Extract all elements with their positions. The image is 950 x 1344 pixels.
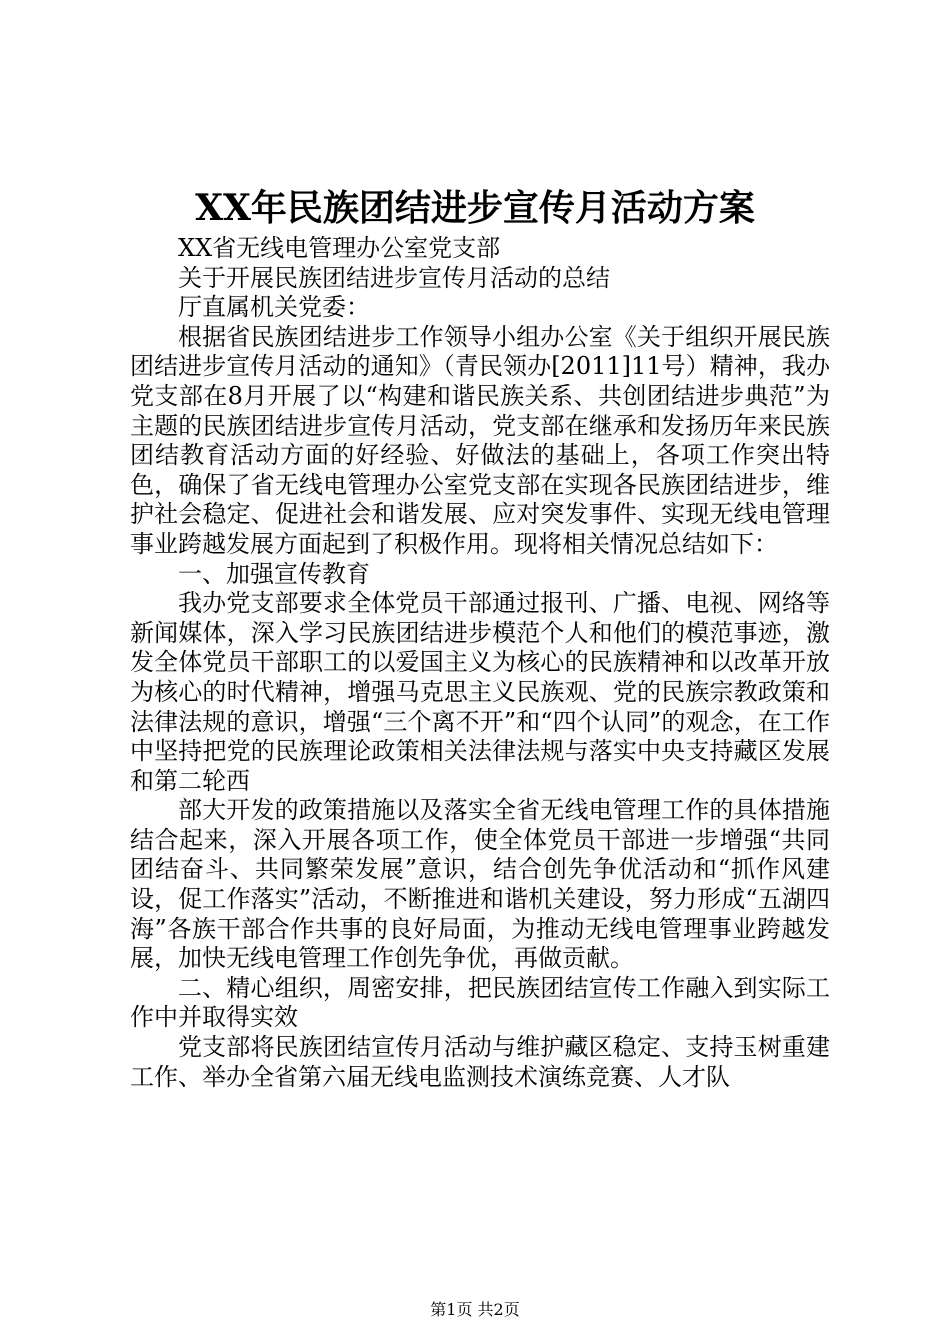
paragraph: 我办党支部要求全体党员干部通过报刊、广播、电视、网络等新闻媒体，深入学习民族团结进步模范个人和他们的模范事迹，激发全体党员干部职工的以爱国主义为核心的民族精神和以改革开放为核心的时代精神，增强马克思主义民族观、党的民族宗教政策和法律法规的意识，增强“三个离不开”和“四个认同”的观念，在工作中坚持把党的民族理论政策相关法律法规与落实中央支持藏区发展和第二轮西 bbox=[130, 589, 830, 795]
section-heading: 二、精心组织，周密安排，把民族团结宣传工作融入到实际工作中并取得实效 bbox=[130, 973, 830, 1032]
section-heading: 一、加强宣传教育 bbox=[178, 559, 370, 588]
paragraph: 关于开展民族团结进步宣传月活动的总结 bbox=[178, 263, 610, 292]
document-body bbox=[130, 234, 830, 1092]
paragraph: XX省无线电管理办公室党支部 bbox=[178, 234, 501, 262]
paragraph: 根据省民族团结进步工作领导小组办公室《关于组织开展民族团结进步宣传月活动的通知》（青民领办[2011]11号）精神，我办党支部在8月开展了以“构建和谐民族关系、共创团结进步典范”为主题的民族团结进步宣传月活动，党支部在继承和发扬历年来民族团结教育活动方面的好经验、好做法的基础上，各项工作突出特色，确保了省无线电管理办公室党支部在实现各民族团结进步，维护社会稳定、促进社会和谐发展、应对突发事件、实现无线电管理事业跨越发展方面起到了积极作用。现将相关情况总结如下： bbox=[130, 322, 830, 558]
paragraph: 党支部将民族团结宣传月活动与维护藏区稳定、支持玉树重建工作、举办全省第六届无线电监测技术演练竞赛、人才队 bbox=[130, 1033, 830, 1091]
document-title: XX年民族团结进步宣传月活动方案 bbox=[195, 187, 755, 229]
page-footer: 第1页 共2页 bbox=[430, 1300, 520, 1319]
paragraph: 厅直属机关党委： bbox=[178, 293, 370, 322]
paragraph: 部大开发的政策措施以及落实全省无线电管理工作的具体措施结合起来，深入开展各项工作，使全体党员干部进一步增强“共同团结奋斗、共同繁荣发展”意识，结合创先争优活动和“抓作风建设，促工作落实”活动，不断推进和谐机关建设，努力形成“五湖四海”各族干部合作共事的良好局面，为推动无线电管理事业跨越发展，加快无线电管理工作创先争优，再做贡献。 bbox=[130, 796, 830, 973]
